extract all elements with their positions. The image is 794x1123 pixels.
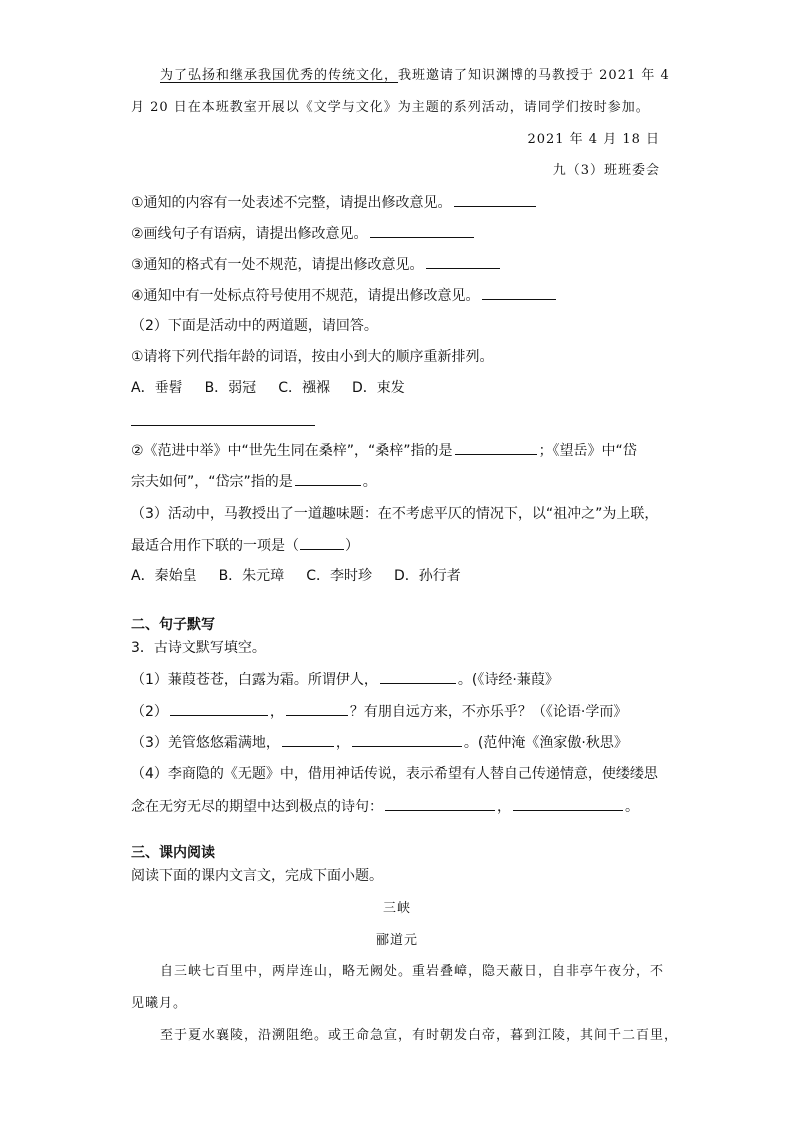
poem-fill-1-source: 。(《诗经·蒹葭》 [457,672,559,688]
answer-blank[interactable] [426,254,500,269]
notice-date: 2021 年 4 月 18 日 [527,132,660,147]
passage-title: 三峡 [382,901,411,916]
comma: ， [335,735,350,751]
notice-line-1 [160,66,670,86]
poem-fill-2 [131,701,627,722]
q3-text: 最适合用作下联的一项是（ [131,538,299,554]
comma: ， [269,704,284,720]
q1-item-1 [131,192,538,213]
option-d: D．孙行者 [393,568,461,584]
option-b: B．弱冠 [204,380,257,396]
q1-item-3 [131,254,502,275]
section-3-intro: 阅读下面的课内文言文，完成下面小题。 [131,868,383,884]
q2-options [131,378,427,398]
poem-fill-3 [131,732,628,753]
comma: ， [497,799,511,815]
q2-sub2-line-1 [131,440,637,461]
answer-blank[interactable] [454,192,536,207]
q3-paren-close: ） [345,538,359,554]
option-c: C．襁褓 [278,380,330,396]
option-d: D．束发 [351,380,405,396]
q2-sub1: ①请将下列代指年龄的词语，按由小到大的顺序重新排列。 [131,349,494,365]
poem-fill-3-text: （3）羌管悠悠霜满地， [131,735,280,751]
q1-item-4-text: ④通知中有一处标点符号使用不规范，请提出修改意见。 [131,288,480,304]
answer-blank[interactable] [380,669,456,684]
q2-intro: （2）下面是活动中的两道题，请回答。 [131,318,378,334]
answer-blank[interactable] [455,440,537,455]
passage-p1-line-1: 自三峡七百里中，两岸连山，略无阙处。重岩叠嶂，隐天蔽日，自非亭午夜分，不 [160,964,665,979]
answer-blank[interactable] [282,732,334,747]
q1-item-2 [131,223,476,244]
answer-blank[interactable] [370,223,474,238]
notice-line-2: 月 20 日在本班教室开展以《文学与文化》为主题的系列活动，请同学们按时参加。 [131,100,650,115]
answer-line[interactable] [131,425,315,426]
option-a: A．秦始皇 [131,568,197,584]
section-2-question: 3．古诗文默写填空。 [131,640,266,656]
passage-p1-line-2: 见曦月。 [131,996,188,1011]
answer-blank[interactable] [286,701,348,716]
notice-signature: 九（3）班班委会 [552,163,660,178]
poem-fill-4-line-2 [131,796,639,817]
option-b: B．朱元璋 [218,568,285,584]
section-3-title: 三、课内阅读 [131,845,215,861]
poem-fill-4-text: 念在无穷无尽的期望中达到极点的诗句： [131,799,383,815]
q1-item-1-text: ①通知的内容有一处表述不完整，请提出修改意见。 [131,195,452,211]
passage-author: 郦道元 [375,933,418,948]
underlined-sentence: 为了弘扬和继承我国优秀的传统文化， [160,68,399,83]
poem-fill-3-source: 。(范仲淹《渔家傲·秋思》 [463,735,628,751]
answer-blank[interactable] [513,796,623,811]
q2-sub2-text-d: 。 [362,474,377,490]
answer-blank[interactable] [482,285,556,300]
q3-line-2 [131,535,359,556]
poem-fill-1-text: （1）蒹葭苍苍，白露为霜。所谓伊人， [131,672,378,688]
q1-item-2-text: ②画线句子有语病，请提出修改意见。 [131,226,368,242]
section-2-title: 二、句子默写 [131,617,215,633]
q1-item-3-text: ③通知的格式有一处不规范，请提出修改意见。 [131,257,424,273]
period: 。 [625,799,639,815]
q2-sub2-text-a: ②《范进中举》中“世先生同在桑梓”，“桑梓”指的是 [131,443,453,459]
notice-line-1-rest: 我班邀请了知识渊博的马教授于 2021 年 4 [398,68,670,83]
answer-blank[interactable] [385,796,495,811]
option-a: A．垂髫 [131,380,183,396]
answer-blank[interactable] [295,471,361,486]
answer-blank[interactable] [170,701,268,716]
option-c: C．李时珍 [306,568,372,584]
q2-sub2-line-2 [131,471,377,492]
q2-sub2-text-c: 宗夫如何”，“岱宗”指的是 [131,474,293,490]
answer-blank[interactable] [352,732,462,747]
q2-sub2-text-b: ；《望岳》中“岱 [538,443,637,459]
q1-item-4 [131,285,558,306]
q3-line-1: （3）活动中，马教授出了一道趣味题：在不考虑平仄的情况下，以“祖冲之”为上联， [131,506,659,522]
passage-p2-line-1: 至于夏水襄陵，沿溯阻绝。或王命急宣，有时朝发白帝，暮到江陵，其间千二百里， [160,1028,679,1043]
poem-fill-1 [131,669,559,690]
poem-fill-2-num: （2） [131,704,168,720]
poem-fill-2-text: ？有朋自远方来，不亦乐乎？（《论语·学而》 [349,704,628,720]
answer-blank[interactable] [300,535,344,550]
q3-options [131,566,483,586]
poem-fill-4-line-1: （4）李商隐的《无题》中，借用神话传说，表示希望有人替自己传递情意，使缕缕思 [131,766,658,782]
